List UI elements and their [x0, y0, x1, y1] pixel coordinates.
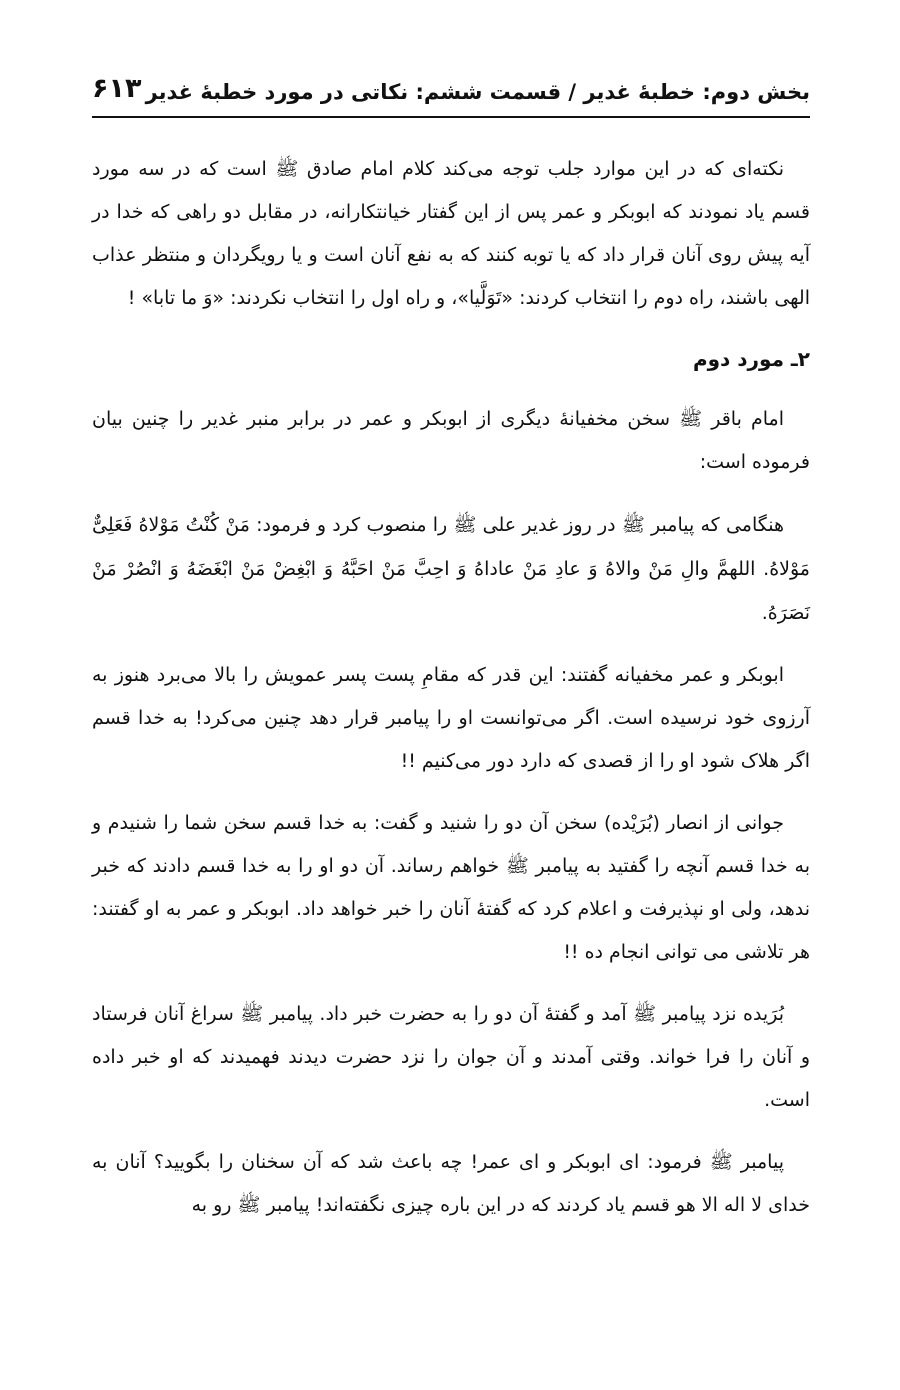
page-body — [92, 148, 810, 1246]
paragraph-3: هنگامی که پیامبر ﷺ در روز غدیر علی ﷺ را منصوب کرد و فرمود: مَنْ کُنْتُ مَوْلاهُ فَعَلِیٌّ مَوْلاهُ. اللهمَّ والِ مَنْ والاهُ وَ عادِ مَنْ عاداهُ وَ احِبَّ مَنْ احَبَّهُ وَ ابْغِضْ مَنْ ابْغَضَهُ وَ انْصُرْ مَنْ نَصَرَهُ. — [92, 514, 810, 624]
running-header — [92, 68, 810, 118]
page-number: ۶۱۳ — [92, 73, 142, 104]
paragraph-6: بُرَیده نزد پیامبر ﷺ آمد و گفتهٔ آن دو را به حضرت خبر داد. پیامبر ﷺ سراغ آنان فرستاد و آنان را فرا خواند. وقتی آمدند و آن جوان را نزد حضرت دیدند فهمیدند که او خبر داده است. — [92, 1003, 810, 1111]
paragraph-4: ابوبکر و عمر مخفیانه گفتند: این قدر که مقامِ پست پسر عمویش را بالا می‌برد هنوز به آرزوی خود نرسیده است. اگر می‌توانست او را پیامبر قرار دهد چنین می‌کرد! به خدا قسم اگر هلاک شود او را از قصدی که دارد دور می‌کنیم !! — [92, 664, 810, 772]
header-title: بخش دوم: خطبهٔ غدیر / قسمت ششم: نکاتی در مورد خطبهٔ غدیر — [145, 80, 810, 104]
section-heading: ۲ـ مورد دوم — [692, 347, 810, 371]
paragraph-1: نکته‌ای که در این موارد جلب توجه می‌کند کلام امام صادق ﷺ است که در سه مورد قسم یاد نمودند که ابوبکر و عمر پس از این گفتار خیانتکارانه، در مقابل دو راهی که خدا در آیه پیش روی آنان قرار داد که یا توبه کنند که به نفع آنان است و یا رویگردان و منتظر عذاب الهی باشند، راه دوم را انتخاب کردند: «تَوَلَّیا»، و راه اول را انتخاب نکردند: «وَ ما تابا» ! — [92, 158, 810, 309]
paragraph-7: پیامبر ﷺ فرمود: ای ابوبکر و ای عمر! چه باعث شد که آن سخنان را بگویید؟ آنان به خدای لا اله الا هو قسم یاد کردند که در این باره چیزی نگفته‌اند! پیامبر ﷺ رو به — [92, 1151, 810, 1216]
paragraph-2: امام باقر ﷺ سخن مخفیانهٔ دیگری از ابوبکر و عمر در برابر منبر غدیر را چنین بیان فرموده است: — [92, 408, 810, 473]
paragraph-5: جوانی از انصار (بُرَیْده) سخن آن دو را شنید و گفت: به خدا قسم سخن شما را شنیدم و به خدا قسم آنچه را گفتید به پیامبر ﷺ خواهم رساند. آن دو او را به خدا قسم دادند که خبر ندهد، ولی او نپذیرفت و اعلام کرد که گفتهٔ آنان را خبر خواهد داد. ابوبکر و عمر به او گفتند: هر تلاشی می توانی انجام ده !! — [92, 812, 810, 963]
